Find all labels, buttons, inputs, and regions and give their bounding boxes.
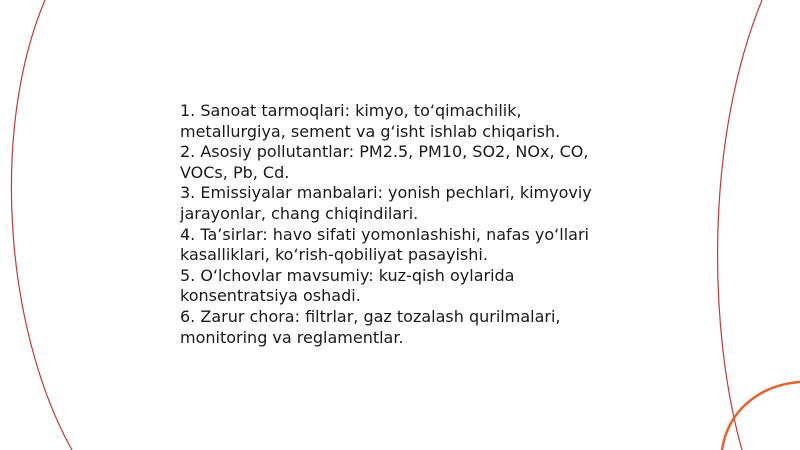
list-item-2: 2. Asosiy pollutantlar: PM2.5, PM10, SO2, NOx, CO, VOCs, Pb, Cd. — [180, 142, 589, 182]
list-item-1: 1. Sanoat tarmoqlari: kimyo, to‘qimachilik, metallurgiya, sement va g‘isht ishlab chiqarish. — [180, 101, 561, 141]
right-arc-decoration — [718, 0, 762, 450]
list-item-5: 5. O‘lchovlar mavsumiy: kuz-qish oylarida konsentratsiya oshadi. — [180, 265, 515, 306]
list-item-4: 4. Ta’sirlar: havo sifati yomonlashishi, nafas yo‘llari kasalliklari, ko‘rish-qobiliyat pasayishi. — [180, 224, 589, 265]
bullet-list — [180, 101, 620, 348]
left-arc-decoration — [11, 0, 72, 450]
list-item-3: 3. Emissiyalar manbalari: yonish pechlari, kimyoviy jarayonlar, chang chiqindilari. — [180, 183, 592, 223]
list-item-6: 6. Zarur chora: filtrlar, gaz tozalash qurilmalari, monitoring va reglamentlar. — [180, 306, 561, 347]
